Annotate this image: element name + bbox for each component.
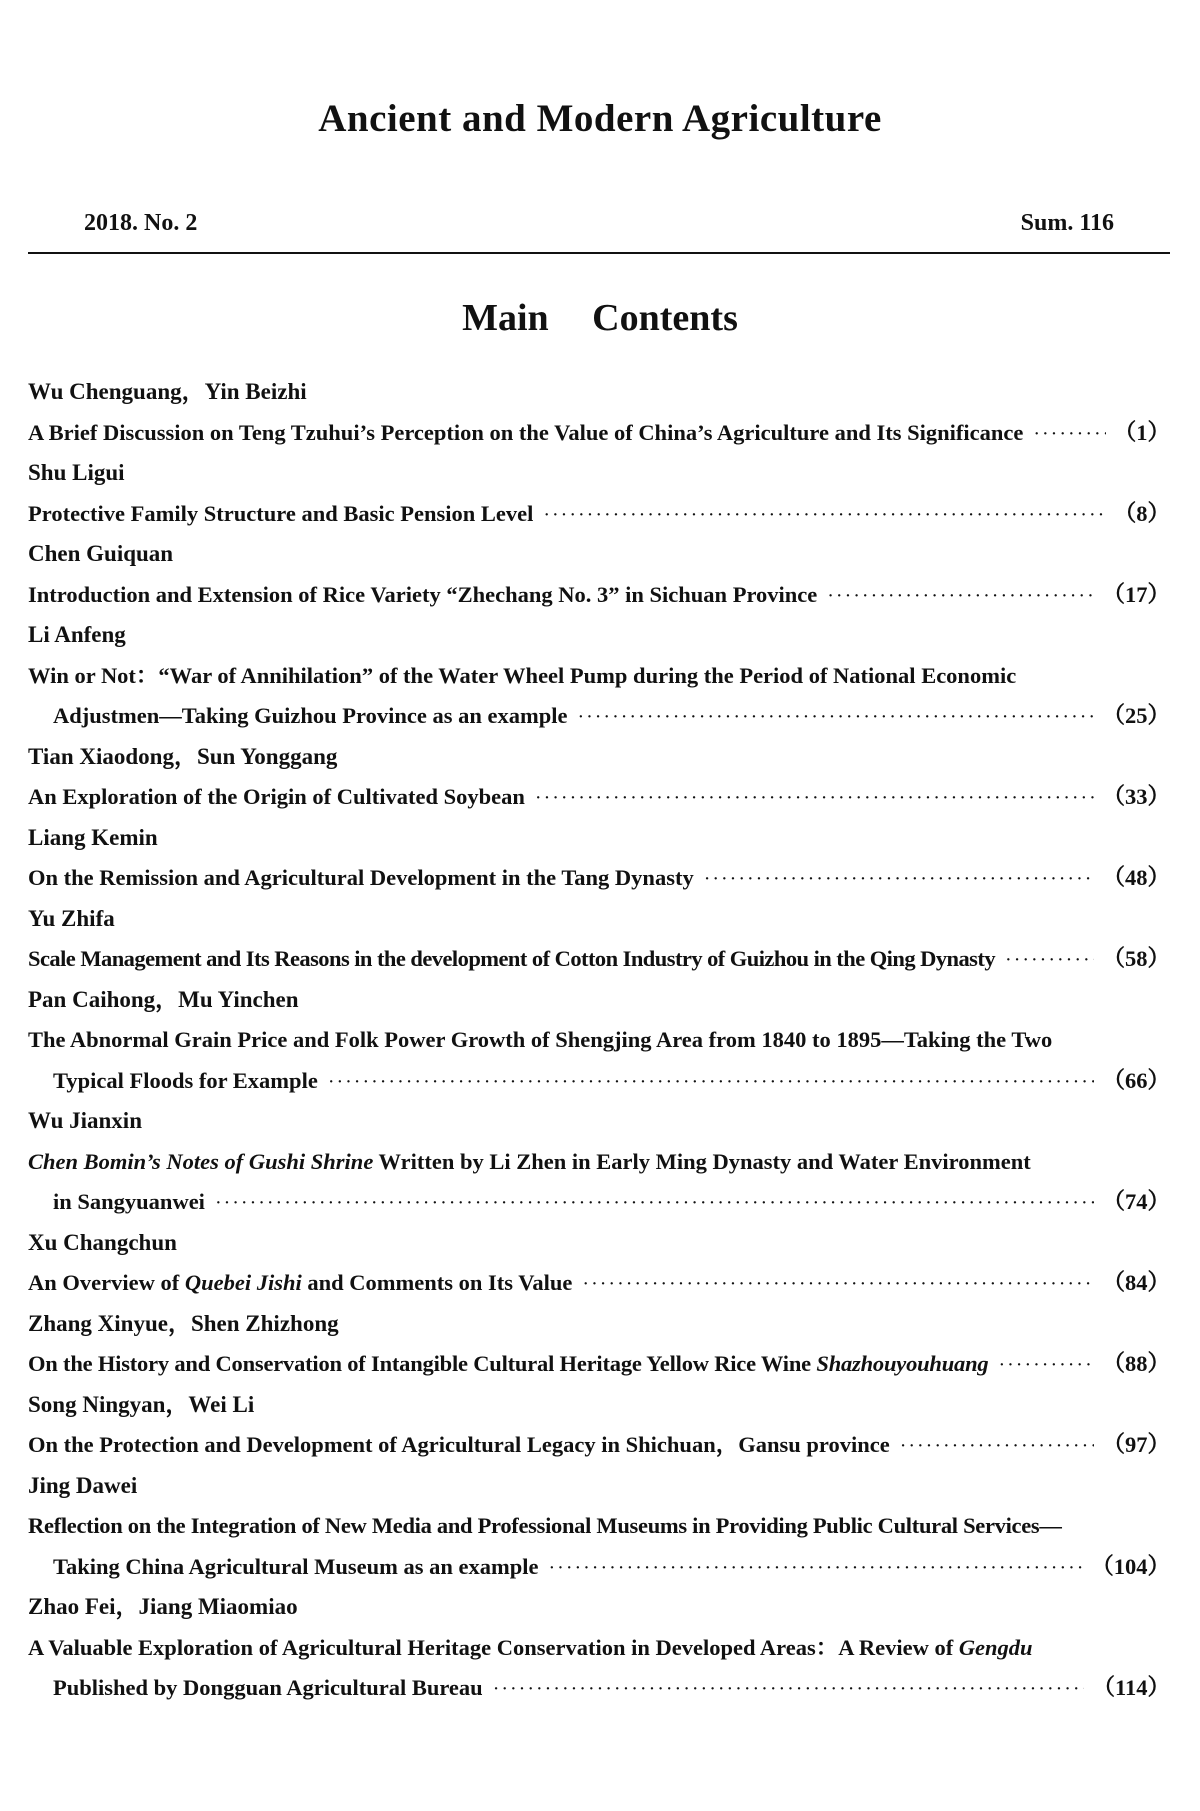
entry-title-line[interactable] (28, 575, 1170, 616)
entry-page: （74） (1102, 1189, 1170, 1214)
entry-page: （17） (1102, 581, 1170, 607)
leader-dots (328, 1062, 1095, 1103)
entry-title: Typical Floods for Example (53, 1067, 318, 1093)
leader-dots (1005, 940, 1094, 981)
entry-page: （88） (1102, 1351, 1170, 1376)
entry-authors: Wu Chenguang，Yin Beizhi (28, 379, 307, 404)
leader-dots (549, 1548, 1084, 1589)
entry-authors: Xu Changchun (28, 1229, 177, 1255)
leader-dots (704, 859, 1095, 900)
entry-page: （84） (1102, 1270, 1170, 1295)
entry-title: Reflection on the Integration of New Media and Professional Museums in Providing Public Cultural Services— (28, 1513, 1062, 1538)
entry-title-line[interactable] (28, 1425, 1170, 1466)
table-of-contents (28, 372, 1170, 1709)
contents-heading: Main Contents (462, 297, 738, 339)
entry-authors: Jing Dawei (28, 1472, 138, 1498)
leader-dots (998, 1345, 1094, 1386)
entry-title-line[interactable] (28, 1142, 1170, 1183)
entry-authors: Pan Caihong，Mu Yinchen (28, 986, 299, 1012)
entry-title-line[interactable] (28, 1344, 1170, 1385)
entry-authors: Zhao Fei，Jiang Miaomiao (28, 1594, 298, 1619)
entry-authors: Yu Zhifa (28, 905, 115, 931)
leader-dots (535, 778, 1095, 819)
entry-title-line[interactable] (28, 1182, 1170, 1223)
sum-number: Sum. 116 (1020, 210, 1114, 236)
entry-title-line[interactable] (28, 777, 1170, 818)
entry-title: The Abnormal Grain Price and Folk Power Growth of Shengjing Area from 1840 to 1895—Taking the Two (28, 1027, 1053, 1052)
leader-dots (827, 576, 1094, 617)
entry-title: An Exploration of the Origin of Cultivated Soybean (28, 784, 525, 809)
entry-title: Adjustmen—Taking Guizhou Province as an example (53, 703, 568, 728)
leader-dots (215, 1183, 1095, 1224)
leader-dots (577, 697, 1094, 738)
entry-authors: Li Anfeng (28, 622, 126, 647)
entry-title: Scale Management and Its Reasons in the development of Cotton Industry of Guizhou in the Qing Dynasty (28, 946, 996, 971)
issue-number: 2018. No. 2 (84, 210, 198, 236)
entry-title: Protective Family Structure and Basic Pension Level (28, 500, 534, 526)
entry-title-line[interactable] (28, 494, 1170, 535)
leader-dots (582, 1264, 1094, 1305)
entry-title: in Sangyuanwei (53, 1189, 205, 1214)
journal-title: Ancient and Modern Agriculture (318, 97, 882, 140)
entry-title-line[interactable] (28, 1020, 1170, 1061)
entry-title-line[interactable] (28, 656, 1170, 697)
entry-page: （33） (1102, 784, 1170, 809)
entry-page: （8） (1113, 500, 1170, 526)
leader-dots (1033, 414, 1105, 455)
entry-page: （97） (1102, 1432, 1170, 1457)
entry-title-line[interactable] (28, 939, 1170, 980)
entry-title: Chen Bomin’s Notes of Gushi Shrine Written by Li Zhen in Early Ming Dynasty and Water Environment (28, 1148, 1031, 1174)
entry-title: On the Remission and Agricultural Development in the Tang Dynasty (28, 865, 694, 890)
entry-authors: Zhang Xinyue，Shen Zhizhong (28, 1310, 339, 1336)
entry-page: （1） (1113, 419, 1170, 445)
entry-authors: Tian Xiaodong，Sun Yonggang (28, 743, 338, 769)
leader-dots (493, 1669, 1085, 1710)
entry-title-line[interactable] (28, 1628, 1170, 1669)
entry-title: Taking China Agricultural Museum as an example (53, 1553, 539, 1579)
entry-title-line[interactable] (28, 1547, 1170, 1588)
entry-title: A Valuable Exploration of Agricultural Heritage Conservation in Developed Areas：A Review of Gengdu (28, 1634, 1033, 1660)
entry-page: （114） (1092, 1675, 1170, 1700)
entry-authors: Song Ningyan，Wei Li (28, 1391, 255, 1417)
entry-authors: Chen Guiquan (28, 541, 174, 566)
entry-title-line[interactable] (28, 1061, 1170, 1102)
entry-title-line[interactable] (28, 1263, 1170, 1304)
entry-title-line[interactable] (28, 1668, 1170, 1709)
entry-page: （25） (1102, 703, 1170, 728)
entry-page: （48） (1102, 865, 1170, 890)
entry-title: Published by Dongguan Agricultural Bureau (53, 1675, 483, 1700)
entry-authors: Wu Jianxin (28, 1108, 142, 1133)
entry-title-line[interactable] (28, 1506, 1170, 1547)
leader-dots (543, 495, 1105, 536)
entry-title: Win or Not：“War of Annihilation” of the Water Wheel Pump during the Period of National Economic (28, 662, 1017, 688)
entry-authors: Liang Kemin (28, 824, 158, 850)
entry-page: （66） (1102, 1067, 1170, 1093)
entry-title-line[interactable] (28, 858, 1170, 899)
entry-page: （58） (1102, 946, 1170, 971)
entry-title: On the History and Conservation of Intangible Cultural Heritage Yellow Rice Wine Shazhouyouhuang (28, 1351, 989, 1376)
entry-authors: Shu Ligui (28, 460, 125, 485)
entry-title: An Overview of Quebei Jishi and Comments on Its Value (28, 1270, 573, 1295)
entry-title: On the Protection and Development of Agricultural Legacy in Shichuan，Gansu province (28, 1432, 890, 1457)
entry-title: Introduction and Extension of Rice Variety “Zhechang No. 3” in Sichuan Province (28, 581, 818, 607)
entry-title-line[interactable] (28, 696, 1170, 737)
entry-title-line[interactable] (28, 413, 1170, 454)
leader-dots (900, 1426, 1095, 1467)
entry-title: A Brief Discussion on Teng Tzuhui’s Perception on the Value of China’s Agriculture and Its Significance (28, 419, 1024, 445)
header-divider (28, 252, 1170, 254)
issue-row (84, 210, 1114, 237)
entry-page: （104） (1091, 1553, 1170, 1579)
